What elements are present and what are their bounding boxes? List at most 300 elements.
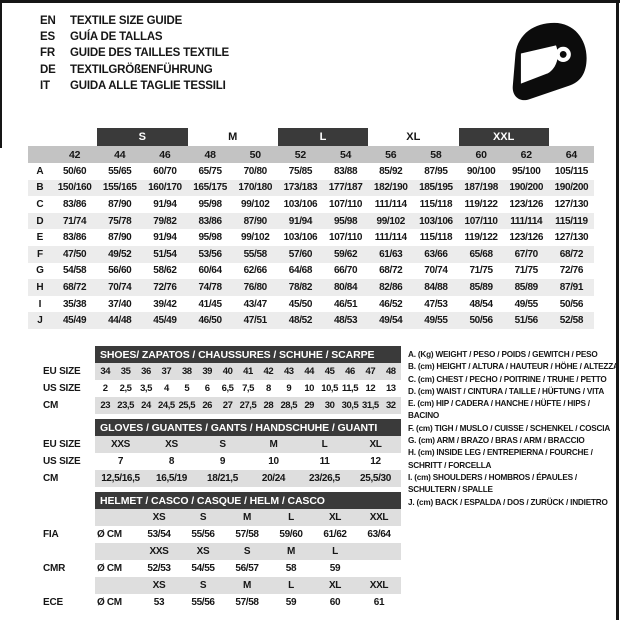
size-cell: 70/80 xyxy=(243,165,267,177)
size-cell: 51/56 xyxy=(504,312,549,329)
size-cell: 72/76 xyxy=(142,279,187,296)
helmet-unit-cell xyxy=(95,577,137,594)
gloves-row-label: EU SIZE xyxy=(43,439,81,450)
helmet-row-label xyxy=(43,577,95,594)
size-cell: 83/86 xyxy=(62,232,87,244)
helmet-cell: XXS xyxy=(137,543,181,560)
size-cell: 62/66 xyxy=(243,265,267,277)
helmet-cell: XL xyxy=(313,509,357,526)
language-row xyxy=(40,78,229,94)
helmet-unit-cell: Ø CM xyxy=(97,529,122,540)
size-cell: 66/70 xyxy=(333,265,358,277)
helmet-cell: 52/53 xyxy=(147,563,171,574)
size-cell: 48/53 xyxy=(323,312,368,329)
language-code: ES xyxy=(40,31,55,44)
helmet-cell: 57/58 xyxy=(235,529,259,540)
helmet-cell: M xyxy=(269,543,313,560)
helmet-cell: 55/56 xyxy=(191,597,215,608)
size-col-header: 42 xyxy=(52,146,97,163)
gloves-cell: L xyxy=(299,436,350,453)
size-cell: 49/55 xyxy=(413,312,458,329)
gloves-cell: 16,5/19 xyxy=(146,470,197,487)
size-cell: 85/89 xyxy=(504,279,549,296)
size-cell: 58/62 xyxy=(153,265,177,277)
helmet-row-label: CMR xyxy=(43,563,66,574)
size-row-label: F xyxy=(28,246,52,263)
shoes-section-title: SHOES/ ZAPATOS / CHAUSSURES / SCHUHE / SCARPE xyxy=(95,346,401,363)
helmet-cell: 56/57 xyxy=(235,563,259,574)
legend-item: F. (cm) TIGH / MUSLO / CUISSE / SCHENKEL / COSCIA xyxy=(408,423,611,433)
size-cell: 75/85 xyxy=(288,165,313,177)
helmet-cell: L xyxy=(313,543,357,560)
size-cell: 123/126 xyxy=(509,232,544,244)
size-cell: 75/78 xyxy=(97,213,142,230)
shoes-row-label: EU SIZE xyxy=(43,366,81,377)
shoes-cell: 7,5 xyxy=(242,383,254,394)
shoes-cell: 31,5 xyxy=(360,397,380,414)
size-cell: 190/200 xyxy=(504,180,549,197)
size-cell: 107/110 xyxy=(329,232,363,244)
gloves-cell: 12,5/16,5 xyxy=(95,470,146,487)
size-row-label: E xyxy=(36,232,44,244)
shoes-cell: 34 xyxy=(95,363,115,380)
helmet-unit-cell: Ø CM xyxy=(97,597,122,608)
size-cell: 37/40 xyxy=(108,298,132,310)
size-cell: 63/66 xyxy=(413,246,458,263)
gloves-row-label: CM xyxy=(43,473,59,484)
size-group-header: XL xyxy=(406,131,421,143)
shoes-cell: 24 xyxy=(136,397,156,414)
gloves-cell: 18/21,5 xyxy=(197,470,248,487)
size-col-header: 64 xyxy=(549,146,594,163)
size-cell: 53/56 xyxy=(188,246,233,263)
size-cell: 103/106 xyxy=(283,232,318,244)
legend-item: H. (cm) INSIDE LEG / ENTREPIERNA / FOURCHE / SCHRITT / FORCELLA xyxy=(408,448,593,470)
shoes-cell: 47 xyxy=(360,363,380,380)
size-row-label: I xyxy=(38,298,42,310)
helmet-cell: 59 xyxy=(329,563,341,574)
size-cell: 115/118 xyxy=(419,198,453,210)
gloves-cell: XS xyxy=(146,436,197,453)
size-cell: 103/106 xyxy=(283,198,318,210)
gloves-cell: 20/24 xyxy=(248,470,299,487)
size-cell: 83/86 xyxy=(188,213,233,230)
size-cell: 46/52 xyxy=(379,298,403,310)
size-cell: 173/183 xyxy=(278,180,323,197)
size-row-label: J xyxy=(28,312,52,329)
helmet-cell: XS xyxy=(137,577,181,594)
size-cell: 95/98 xyxy=(198,198,222,210)
size-cell: 95/100 xyxy=(511,165,541,177)
size-cell: 47/50 xyxy=(52,246,97,263)
size-cell: 90/100 xyxy=(466,165,496,177)
size-cell: 47/53 xyxy=(424,298,448,310)
size-cell: 50/56 xyxy=(559,298,584,310)
gloves-cell: 11 xyxy=(319,456,330,467)
size-cell: 87/90 xyxy=(233,213,278,230)
size-col-header: 60 xyxy=(459,146,504,163)
shoes-row-label: CM xyxy=(43,400,59,411)
shoes-cell: 27,5 xyxy=(238,397,258,414)
size-cell: 48/54 xyxy=(469,298,493,310)
legend-item: J. (cm) BACK / ESPALDA / DOS / ZURÜCK / INDIETRO xyxy=(408,497,608,507)
size-cell: 64/68 xyxy=(288,265,313,277)
size-cell: 54/58 xyxy=(62,265,87,277)
size-cell: 119/122 xyxy=(464,232,498,244)
legend-item: C. (cm) CHEST / PECHO / POITRINE / TRUHE / PETTO xyxy=(408,374,607,384)
shoes-cell: 41 xyxy=(238,363,258,380)
language-code: EN xyxy=(40,15,56,27)
size-cell: 57/60 xyxy=(278,246,323,263)
size-cell: 85/92 xyxy=(379,165,403,177)
helmet-cell: 54/55 xyxy=(191,563,215,574)
helmet-cell: 53/54 xyxy=(147,529,171,540)
helmet-row-label: ECE xyxy=(43,597,63,608)
size-cell: 190/200 xyxy=(549,180,594,197)
size-cell: 83/86 xyxy=(62,198,87,210)
legend-item: I. (cm) SHOULDERS / HOMBROS / ÉPAULES / SCHULTERN / SPALLE xyxy=(408,472,578,495)
shoes-cell: 12 xyxy=(365,383,376,394)
size-cell: 123/126 xyxy=(509,198,544,210)
size-cell: 51/54 xyxy=(142,246,187,263)
size-cell: 41/45 xyxy=(198,298,222,310)
size-cell: 44/48 xyxy=(97,312,142,329)
shoes-cell: 29 xyxy=(299,397,319,414)
helmet-cell: 57/58 xyxy=(235,597,259,608)
helmet-row-label xyxy=(43,543,95,560)
size-cell: 111/114 xyxy=(374,232,407,244)
measurement-legend xyxy=(408,349,620,509)
shoes-cell: 10 xyxy=(304,383,315,394)
size-cell: 115/119 xyxy=(549,213,594,230)
shoes-cell: 40 xyxy=(217,363,237,380)
helmet-cell xyxy=(357,543,401,560)
size-cell: 55/65 xyxy=(108,165,132,177)
shoes-cell: 46 xyxy=(340,363,360,380)
size-cell: 103/106 xyxy=(413,213,458,230)
helmet-cell: S xyxy=(181,577,225,594)
size-cell: 150/160 xyxy=(52,180,97,197)
size-col-header: 52 xyxy=(278,146,323,163)
size-col-header: 44 xyxy=(97,146,142,163)
size-cell: 82/86 xyxy=(368,279,413,296)
shoes-cell: 30,5 xyxy=(340,397,360,414)
shoes-cell: 23 xyxy=(95,397,115,414)
helmet-cell: 61 xyxy=(373,597,385,608)
size-cell: 185/195 xyxy=(413,180,458,197)
shoes-cell: 30 xyxy=(319,397,339,414)
legend-item: B. (cm) HEIGHT / ALTURA / HAUTEUR / HÖHE / ALTEZZA xyxy=(408,362,619,372)
helmet-cell: XS xyxy=(137,509,181,526)
size-cell: 59/62 xyxy=(323,246,368,263)
size-cell: 111/114 xyxy=(504,213,549,230)
helmet-cell: XS xyxy=(181,543,225,560)
size-cell: 45/50 xyxy=(288,298,313,310)
size-cell: 61/63 xyxy=(368,246,413,263)
size-cell: 105/115 xyxy=(554,165,588,177)
size-col-header: 48 xyxy=(188,146,233,163)
size-cell: 50/60 xyxy=(62,165,87,177)
size-cell: 68/72 xyxy=(52,279,97,296)
language-row xyxy=(40,29,229,45)
shoes-cell: 43 xyxy=(279,363,299,380)
shoes-cell: 26 xyxy=(197,397,217,414)
helmet-row-label: FIA xyxy=(43,529,59,540)
page-border-right xyxy=(616,0,619,620)
size-cell: 65/75 xyxy=(198,165,222,177)
size-cell: 49/55 xyxy=(514,298,538,310)
helmet-row-label xyxy=(43,509,95,526)
shoes-cell: 23,5 xyxy=(115,397,135,414)
language-text: TEXTILE SIZE GUIDE xyxy=(70,15,183,27)
size-row-label: D xyxy=(28,213,52,230)
size-col-header: 50 xyxy=(233,146,278,163)
gloves-cell: 25,5/30 xyxy=(350,470,401,487)
helmet-cell: 55/56 xyxy=(191,529,215,540)
helmet-cell: L xyxy=(269,577,313,594)
size-cell: 95/98 xyxy=(323,213,368,230)
shoes-cell: 6 xyxy=(204,383,210,394)
size-cell: 95/98 xyxy=(198,232,222,244)
legend-item: G. (cm) ARM / BRAZO / BRAS / ARM / BRACCIO xyxy=(408,436,585,446)
helmet-size-table xyxy=(43,492,401,611)
size-group-header: L xyxy=(278,128,368,146)
size-cell: 47/51 xyxy=(233,312,278,329)
shoes-cell: 45 xyxy=(319,363,339,380)
helmet-cell: 60 xyxy=(329,597,341,608)
size-cell: 70/74 xyxy=(424,265,448,277)
shoes-cell: 44 xyxy=(299,363,319,380)
language-row xyxy=(40,13,229,29)
size-cell: 49/54 xyxy=(368,312,413,329)
gloves-cell: 12 xyxy=(370,456,381,467)
size-col-header: 46 xyxy=(142,146,187,163)
language-text: GUIDE DES TAILLES TEXTILE xyxy=(70,47,229,60)
size-cell: 68/72 xyxy=(549,246,594,263)
shoes-cell: 2 xyxy=(102,383,108,394)
size-cell: 60/64 xyxy=(198,265,222,277)
shoes-cell: 3,5 xyxy=(140,383,152,394)
size-col-corner xyxy=(28,146,52,163)
size-cell: 165/175 xyxy=(188,180,233,197)
size-cell: 50/56 xyxy=(459,312,504,329)
size-cell: 170/180 xyxy=(233,180,278,197)
gloves-cell: 9 xyxy=(219,456,226,467)
legend-item: A. (Kg) WEIGHT / PESO / POIDS / GEWITCH / PESO xyxy=(408,350,598,359)
shoes-size-table xyxy=(43,346,401,414)
size-cell: 39/42 xyxy=(153,298,177,310)
size-cell: 71/75 xyxy=(469,265,493,277)
size-cell: 45/49 xyxy=(52,312,97,329)
size-cell: 85/89 xyxy=(459,279,504,296)
helmet-cell: L xyxy=(269,509,313,526)
size-cell: 74/78 xyxy=(188,279,233,296)
shoes-cell: 4 xyxy=(163,383,169,394)
shoes-cell: 24,5 xyxy=(156,397,176,414)
size-cell: 55/58 xyxy=(233,246,278,263)
size-cell: 78/82 xyxy=(278,279,323,296)
shoes-cell: 6,5 xyxy=(221,383,234,394)
size-row-label: C xyxy=(36,198,44,210)
language-text: GUÍA DE TALLAS xyxy=(70,31,163,44)
helmet-cell: XL xyxy=(313,577,357,594)
size-col-header: 58 xyxy=(413,146,458,163)
size-group-header: XXL xyxy=(459,128,549,146)
size-cell: 48/52 xyxy=(278,312,323,329)
helmet-cell: 63/64 xyxy=(367,529,391,540)
shoes-cell: 13 xyxy=(385,383,396,394)
size-cell: 52/58 xyxy=(549,312,594,329)
language-row xyxy=(40,62,229,78)
size-group-header: S xyxy=(97,128,187,146)
size-row-label: B xyxy=(28,180,52,197)
gloves-section-title: GLOVES / GUANTES / GANTS / HANDSCHUHE / GUANTI xyxy=(95,419,401,436)
size-cell: 87/90 xyxy=(108,198,132,210)
size-cell: 49/52 xyxy=(97,246,142,263)
size-cell: 182/190 xyxy=(368,180,413,197)
size-cell: 91/94 xyxy=(153,198,177,210)
language-list xyxy=(40,13,229,94)
size-cell: 107/110 xyxy=(329,198,363,210)
language-row xyxy=(40,45,229,61)
size-cell: 80/84 xyxy=(323,279,368,296)
helmet-cell: M xyxy=(225,577,269,594)
shoes-cell: 11,5 xyxy=(341,383,359,394)
size-cell: 35/38 xyxy=(62,298,87,310)
main-size-table xyxy=(28,128,594,329)
size-cell: 115/118 xyxy=(419,232,453,244)
shoes-cell: 35 xyxy=(115,363,135,380)
page-border-left xyxy=(0,0,2,148)
shoes-cell: 10,5 xyxy=(321,383,338,394)
gloves-cell: S xyxy=(197,436,248,453)
size-cell: 45/49 xyxy=(142,312,187,329)
helmet-section-title: HELMET / CASCO / CASQUE / HELM / CASCO xyxy=(95,492,401,509)
helmet-unit-cell: Ø CM xyxy=(97,563,122,574)
shoes-cell: 28 xyxy=(258,397,278,414)
helmet-cell: M xyxy=(225,509,269,526)
gloves-cell: M xyxy=(248,436,299,453)
legend-item: D. (cm) WAIST / CINTURA / TAILLE / HÜFTUNG / VITA xyxy=(408,386,605,396)
helmet-cell: XXL xyxy=(357,577,401,594)
shoes-cell: 2,5 xyxy=(119,383,132,394)
shoes-cell: 5 xyxy=(184,383,190,394)
helmet-cell: 59/60 xyxy=(279,529,303,540)
size-col-header: 54 xyxy=(323,146,368,163)
helmet-cell: 59 xyxy=(285,597,297,608)
shoes-row-label: US SIZE xyxy=(43,383,81,394)
gloves-row-label: US SIZE xyxy=(43,456,81,467)
size-cell: 43/47 xyxy=(243,298,267,310)
legend-item: E. (cm) HIP / CADERA / HANCHE / HÜFTE / HIPS / BACINO xyxy=(408,399,590,421)
size-cell: 46/51 xyxy=(333,298,358,310)
gloves-cell: 7 xyxy=(117,456,124,467)
shoes-cell: 27 xyxy=(217,397,237,414)
size-cell: 99/102 xyxy=(368,213,413,230)
size-cell: 91/94 xyxy=(153,232,177,244)
size-cell: 111/114 xyxy=(374,198,407,210)
helmet-icon xyxy=(502,15,592,110)
language-code: IT xyxy=(40,79,50,92)
helmet-unit-cell xyxy=(95,509,137,526)
helmet-cell: 58 xyxy=(285,563,297,574)
gloves-cell: XXS xyxy=(95,436,146,453)
size-cell: 91/94 xyxy=(278,213,323,230)
helmet-cell: 53 xyxy=(153,597,165,608)
helmet-icon-svg xyxy=(502,15,592,110)
size-cell: 79/82 xyxy=(142,213,187,230)
shoes-cell: 42 xyxy=(258,363,278,380)
size-cell: 60/70 xyxy=(153,165,177,177)
size-cell: 56/60 xyxy=(108,265,132,277)
size-cell: 76/80 xyxy=(233,279,278,296)
language-code: FR xyxy=(40,47,55,60)
size-cell: 87/91 xyxy=(549,279,594,296)
shoes-cell: 37 xyxy=(156,363,176,380)
size-cell: 99/102 xyxy=(240,198,270,210)
size-cell: 119/122 xyxy=(464,198,498,210)
size-cell: 68/72 xyxy=(379,265,403,277)
shoes-cell: 8 xyxy=(265,383,271,394)
size-cell: 65/68 xyxy=(459,246,504,263)
size-row-label: A xyxy=(36,165,44,177)
size-cell: 70/74 xyxy=(97,279,142,296)
shoes-cell: 48 xyxy=(381,363,401,380)
size-cell: 99/102 xyxy=(240,232,270,244)
size-group-spacer xyxy=(549,128,594,146)
page-border-top xyxy=(0,0,620,3)
shoes-cell: 25,5 xyxy=(177,397,197,414)
helmet-cell: S xyxy=(181,509,225,526)
size-group-header: M xyxy=(228,131,238,143)
size-row-label: H xyxy=(28,279,52,296)
gloves-cell: 8 xyxy=(168,456,175,467)
size-cell: 87/90 xyxy=(108,232,132,244)
size-cell: 160/170 xyxy=(142,180,187,197)
helmet-cell xyxy=(357,560,401,577)
shoes-cell: 39 xyxy=(197,363,217,380)
helmet-unit-cell xyxy=(95,543,137,560)
gloves-cell: XL xyxy=(350,436,401,453)
language-text: GUIDA ALLE TAGLIE TESSILI xyxy=(70,79,226,92)
gloves-cell: 23/26,5 xyxy=(299,470,350,487)
shoes-cell: 32 xyxy=(381,397,401,414)
size-cell: 155/165 xyxy=(97,180,142,197)
gloves-size-table xyxy=(43,419,401,487)
size-cell: 71/74 xyxy=(52,213,97,230)
shoes-cell: 38 xyxy=(177,363,197,380)
gloves-cell: 10 xyxy=(268,456,279,467)
helmet-cell: 61/62 xyxy=(323,529,347,540)
size-group-spacer xyxy=(28,128,97,146)
size-cell: 107/110 xyxy=(459,213,504,230)
size-cell: 46/50 xyxy=(188,312,233,329)
size-cell: 71/75 xyxy=(514,265,538,277)
size-cell: 87/95 xyxy=(424,165,448,177)
helmet-cell: S xyxy=(225,543,269,560)
size-cell: 83/88 xyxy=(333,165,358,177)
size-cell: 84/88 xyxy=(413,279,458,296)
size-col-header: 62 xyxy=(504,146,549,163)
helmet-cell: XXL xyxy=(357,509,401,526)
size-cell: 187/198 xyxy=(459,180,504,197)
language-text: TEXTILGRÖßENFÜHRUNG xyxy=(70,63,213,76)
size-cell: 177/187 xyxy=(323,180,368,197)
size-cell: 127/130 xyxy=(554,232,589,244)
size-col-header: 56 xyxy=(368,146,413,163)
size-cell: 67/70 xyxy=(504,246,549,263)
size-row-label: G xyxy=(36,265,44,277)
